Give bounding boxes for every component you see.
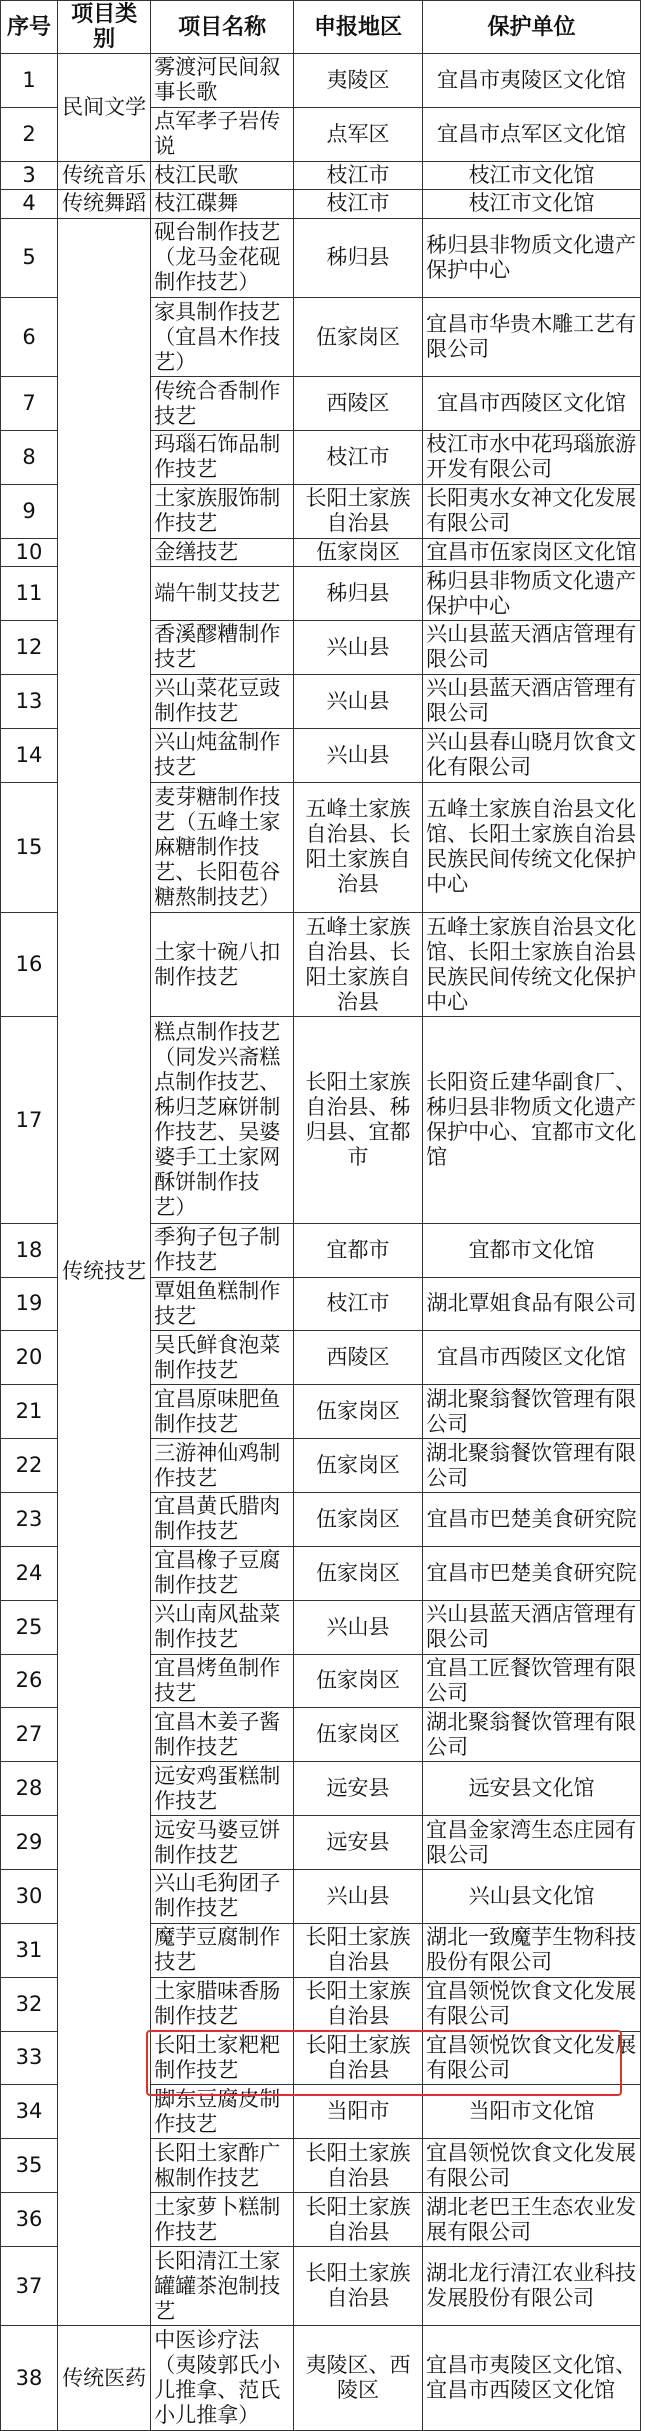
table-row <box>1 161 641 189</box>
region-cell: 枝江市 <box>293 1277 422 1331</box>
project-name: 雾渡河民间叙事长歌 <box>151 54 294 108</box>
region-cell: 长阳土家族自治县 <box>293 1923 422 1977</box>
region-cell: 伍家岗区 <box>293 1492 422 1546</box>
project-name: 糕点制作技艺（同发兴斋糕点制作技艺、秭归芝麻饼制作技艺、吴婆婆手工土家网酥饼制作技艺） <box>151 1017 294 1223</box>
region-cell: 远安县 <box>293 1762 422 1816</box>
table-row <box>1 54 641 108</box>
row-number: 35 <box>1 2139 58 2193</box>
row-number: 5 <box>1 218 58 297</box>
row-number: 20 <box>1 1331 58 1385</box>
region-cell: 兴山县 <box>293 1600 422 1654</box>
row-number: 33 <box>1 2031 58 2085</box>
project-name: 中医诊疗法（夷陵郭氏小儿推拿、范氏小儿推拿） <box>151 2326 294 2431</box>
region-cell: 长阳土家族自治县 <box>293 2139 422 2193</box>
row-number: 38 <box>1 2326 58 2431</box>
row-number: 4 <box>1 190 58 218</box>
region-cell: 五峰土家族自治县、长阳土家族自治县 <box>293 782 422 912</box>
region-cell: 伍家岗区 <box>293 1385 422 1439</box>
unit-cell: 湖北聚翁餐饮管理有限公司 <box>423 1439 641 1493</box>
region-cell: 兴山县 <box>293 674 422 728</box>
region-cell: 宜都市 <box>293 1223 422 1277</box>
region-cell: 夷陵区、西陵区 <box>293 2326 422 2431</box>
unit-cell: 远安县文化馆 <box>423 1762 641 1816</box>
row-number: 30 <box>1 1869 58 1923</box>
unit-cell: 五峰土家族自治县文化馆、长阳土家族自治县民族民间传统文化保护中心 <box>423 912 641 1017</box>
header-unit: 保护单位 <box>423 1 641 54</box>
project-name: 吴氏鲜食泡菜制作技艺 <box>151 1331 294 1385</box>
region-cell: 枝江市 <box>293 161 422 189</box>
unit-cell: 长阳夷水女神文化发展有限公司 <box>423 484 641 538</box>
project-name: 脚东豆腐皮制作技艺 <box>151 2085 294 2139</box>
row-number: 22 <box>1 1439 58 1493</box>
unit-cell: 秭归县非物质文化遗产保护中心 <box>423 218 641 297</box>
row-number: 31 <box>1 1923 58 1977</box>
region-cell: 伍家岗区 <box>293 1439 422 1493</box>
region-cell: 伍家岗区 <box>293 1654 422 1708</box>
table-row <box>1 2326 641 2431</box>
project-name: 麦芽糖制作技艺（五峰土家麻糖制作技艺、长阳苞谷糖熬制技艺） <box>151 782 294 912</box>
region-cell: 长阳土家族自治县 <box>293 1977 422 2031</box>
project-name: 远安马婆豆饼制作技艺 <box>151 1816 294 1870</box>
project-name: 枝江碟舞 <box>151 190 294 218</box>
unit-cell: 宜昌市夷陵区文化馆 <box>423 54 641 108</box>
row-number: 3 <box>1 161 58 189</box>
project-name: 土家族服饰制作技艺 <box>151 484 294 538</box>
unit-cell: 秭归县非物质文化遗产保护中心 <box>423 567 641 621</box>
region-cell: 伍家岗区 <box>293 1708 422 1762</box>
unit-cell: 兴山县蓝天酒店管理有限公司 <box>423 1600 641 1654</box>
unit-cell: 宜都市文化馆 <box>423 1223 641 1277</box>
region-cell: 长阳土家族自治县 <box>293 2247 422 2326</box>
row-number: 8 <box>1 431 58 485</box>
row-number: 27 <box>1 1708 58 1762</box>
header-no: 序号 <box>1 1 58 54</box>
unit-cell: 宜昌市西陵区文化馆 <box>423 377 641 431</box>
project-name: 远安鸡蛋糕制作技艺 <box>151 1762 294 1816</box>
unit-cell: 宜昌市巴楚美食研究院 <box>423 1492 641 1546</box>
project-name: 宜昌黄氏腊肉制作技艺 <box>151 1492 294 1546</box>
project-name: 兴山菜花豆豉制作技艺 <box>151 674 294 728</box>
region-cell: 兴山县 <box>293 1869 422 1923</box>
region-cell: 枝江市 <box>293 190 422 218</box>
unit-cell: 宜昌市巴楚美食研究院 <box>423 1546 641 1600</box>
region-cell: 点军区 <box>293 107 422 161</box>
row-number: 12 <box>1 621 58 675</box>
project-name: 长阳土家酢广椒制作技艺 <box>151 2139 294 2193</box>
region-cell: 秭归县 <box>293 567 422 621</box>
row-number: 19 <box>1 1277 58 1331</box>
header-category: 项目类别 <box>58 1 151 54</box>
region-cell: 长阳土家族自治县 <box>293 484 422 538</box>
row-number: 25 <box>1 1600 58 1654</box>
project-name: 玛瑙石饰品制作技艺 <box>151 431 294 485</box>
row-number: 11 <box>1 567 58 621</box>
region-cell: 夷陵区 <box>293 54 422 108</box>
project-name: 宜昌木姜子酱制作技艺 <box>151 1708 294 1762</box>
unit-cell: 宜昌市点军区文化馆 <box>423 107 641 161</box>
unit-cell: 五峰土家族自治县文化馆、长阳土家族自治县民族民间传统文化保护中心 <box>423 782 641 912</box>
table-header-row <box>1 1 641 54</box>
unit-cell: 枝江市水中花玛瑙旅游开发有限公司 <box>423 431 641 485</box>
unit-cell: 湖北聚翁餐饮管理有限公司 <box>423 1385 641 1439</box>
region-cell: 长阳土家族自治县、秭归县、宜都市 <box>293 1017 422 1223</box>
row-number: 28 <box>1 1762 58 1816</box>
row-number: 23 <box>1 1492 58 1546</box>
region-cell: 兴山县 <box>293 728 422 782</box>
project-name: 香溪醪糟制作技艺 <box>151 621 294 675</box>
project-name: 土家腊味香肠制作技艺 <box>151 1977 294 2031</box>
region-cell: 秭归县 <box>293 218 422 297</box>
row-number: 17 <box>1 1017 58 1223</box>
row-number: 29 <box>1 1816 58 1870</box>
project-name: 三游神仙鸡制作技艺 <box>151 1439 294 1493</box>
region-cell: 西陵区 <box>293 1331 422 1385</box>
project-name: 宜昌橡子豆腐制作技艺 <box>151 1546 294 1600</box>
project-name: 家具制作技艺（宜昌木作技艺） <box>151 297 294 376</box>
table-row <box>1 218 641 297</box>
region-cell: 伍家岗区 <box>293 538 422 566</box>
unit-cell: 宜昌市华贵木雕工艺有限公司 <box>423 297 641 376</box>
category-cell: 传统音乐 <box>58 161 151 189</box>
unit-cell: 宜昌市夷陵区文化馆、宜昌市西陵区文化馆 <box>423 2326 641 2431</box>
row-number: 37 <box>1 2247 58 2326</box>
row-number: 2 <box>1 107 58 161</box>
project-name: 土家萝卜糕制作技艺 <box>151 2193 294 2247</box>
unit-cell: 兴山县文化馆 <box>423 1869 641 1923</box>
row-number: 9 <box>1 484 58 538</box>
region-cell: 枝江市 <box>293 431 422 485</box>
project-name: 宜昌烤鱼制作技艺 <box>151 1654 294 1708</box>
project-name: 兴山南风盐菜制作技艺 <box>151 1600 294 1654</box>
unit-cell: 宜昌领悦饮食文化发展有限公司 <box>423 1977 641 2031</box>
unit-cell: 兴山县春山晓月饮食文化有限公司 <box>423 728 641 782</box>
project-name: 季狗子包子制作技艺 <box>151 1223 294 1277</box>
table-body <box>1 54 641 2431</box>
unit-cell: 湖北龙行清江农业科技发展股份有限公司 <box>423 2247 641 2326</box>
row-number: 24 <box>1 1546 58 1600</box>
project-name: 传统合香制作技艺 <box>151 377 294 431</box>
region-cell: 伍家岗区 <box>293 297 422 376</box>
row-number: 21 <box>1 1385 58 1439</box>
project-name: 宜昌原味肥鱼制作技艺 <box>151 1385 294 1439</box>
header-name: 项目名称 <box>151 1 294 54</box>
project-name: 兴山毛狗团子制作技艺 <box>151 1869 294 1923</box>
project-name: 土家十碗八扣制作技艺 <box>151 912 294 1017</box>
project-name: 砚台制作技艺（龙马金花砚制作技艺） <box>151 218 294 297</box>
unit-cell: 宜昌市伍家岗区文化馆 <box>423 538 641 566</box>
unit-cell: 湖北聚翁餐饮管理有限公司 <box>423 1708 641 1762</box>
category-cell: 民间文学 <box>58 54 151 162</box>
region-cell: 长阳土家族自治县 <box>293 2031 422 2085</box>
unit-cell: 宜昌领悦饮食文化发展有限公司 <box>423 2031 641 2085</box>
unit-cell: 兴山县蓝天酒店管理有限公司 <box>423 674 641 728</box>
project-name: 金缮技艺 <box>151 538 294 566</box>
unit-cell: 长阳资丘建华副食厂、秭归县非物质文化遗产保护中心、宜都市文化馆 <box>423 1017 641 1223</box>
unit-cell: 湖北老巴王生态农业发展有限公司 <box>423 2193 641 2247</box>
row-number: 14 <box>1 728 58 782</box>
category-cell: 传统医药 <box>58 2326 151 2431</box>
region-cell: 长阳土家族自治县 <box>293 2193 422 2247</box>
header-region: 申报地区 <box>293 1 422 54</box>
unit-cell: 宜昌市西陵区文化馆 <box>423 1331 641 1385</box>
region-cell: 五峰土家族自治县、长阳土家族自治县 <box>293 912 422 1017</box>
row-number: 7 <box>1 377 58 431</box>
project-name: 兴山炖盆制作技艺 <box>151 728 294 782</box>
project-name: 端午制艾技艺 <box>151 567 294 621</box>
region-cell: 兴山县 <box>293 621 422 675</box>
row-number: 34 <box>1 2085 58 2139</box>
row-number: 10 <box>1 538 58 566</box>
region-cell: 远安县 <box>293 1816 422 1870</box>
row-number: 36 <box>1 2193 58 2247</box>
project-name: 长阳清江土家罐罐茶泡制技艺 <box>151 2247 294 2326</box>
unit-cell: 枝江市文化馆 <box>423 190 641 218</box>
project-name: 长阳土家粑粑制作技艺 <box>151 2031 294 2085</box>
category-cell: 传统技艺 <box>58 218 151 2326</box>
project-name: 点军孝子岩传说 <box>151 107 294 161</box>
row-number: 15 <box>1 782 58 912</box>
category-cell: 传统舞蹈 <box>58 190 151 218</box>
region-cell: 当阳市 <box>293 2085 422 2139</box>
row-number: 13 <box>1 674 58 728</box>
unit-cell: 枝江市文化馆 <box>423 161 641 189</box>
table-row <box>1 190 641 218</box>
project-name: 覃姐鱼糕制作技艺 <box>151 1277 294 1331</box>
row-number: 18 <box>1 1223 58 1277</box>
unit-cell: 湖北一致魔芋生物科技股份有限公司 <box>423 1923 641 1977</box>
unit-cell: 宜昌领悦饮食文化发展有限公司 <box>423 2139 641 2193</box>
project-name: 枝江民歌 <box>151 161 294 189</box>
region-cell: 伍家岗区 <box>293 1546 422 1600</box>
unit-cell: 宜昌工匠餐饮管理有限公司 <box>423 1654 641 1708</box>
project-name: 魔芋豆腐制作技艺 <box>151 1923 294 1977</box>
row-number: 6 <box>1 297 58 376</box>
unit-cell: 湖北覃姐食品有限公司 <box>423 1277 641 1331</box>
row-number: 16 <box>1 912 58 1017</box>
unit-cell: 宜昌金家湾生态庄园有限公司 <box>423 1816 641 1870</box>
row-number: 26 <box>1 1654 58 1708</box>
row-number: 32 <box>1 1977 58 2031</box>
row-number: 1 <box>1 54 58 108</box>
unit-cell: 兴山县蓝天酒店管理有限公司 <box>423 621 641 675</box>
region-cell: 西陵区 <box>293 377 422 431</box>
unit-cell: 当阳市文化馆 <box>423 2085 641 2139</box>
